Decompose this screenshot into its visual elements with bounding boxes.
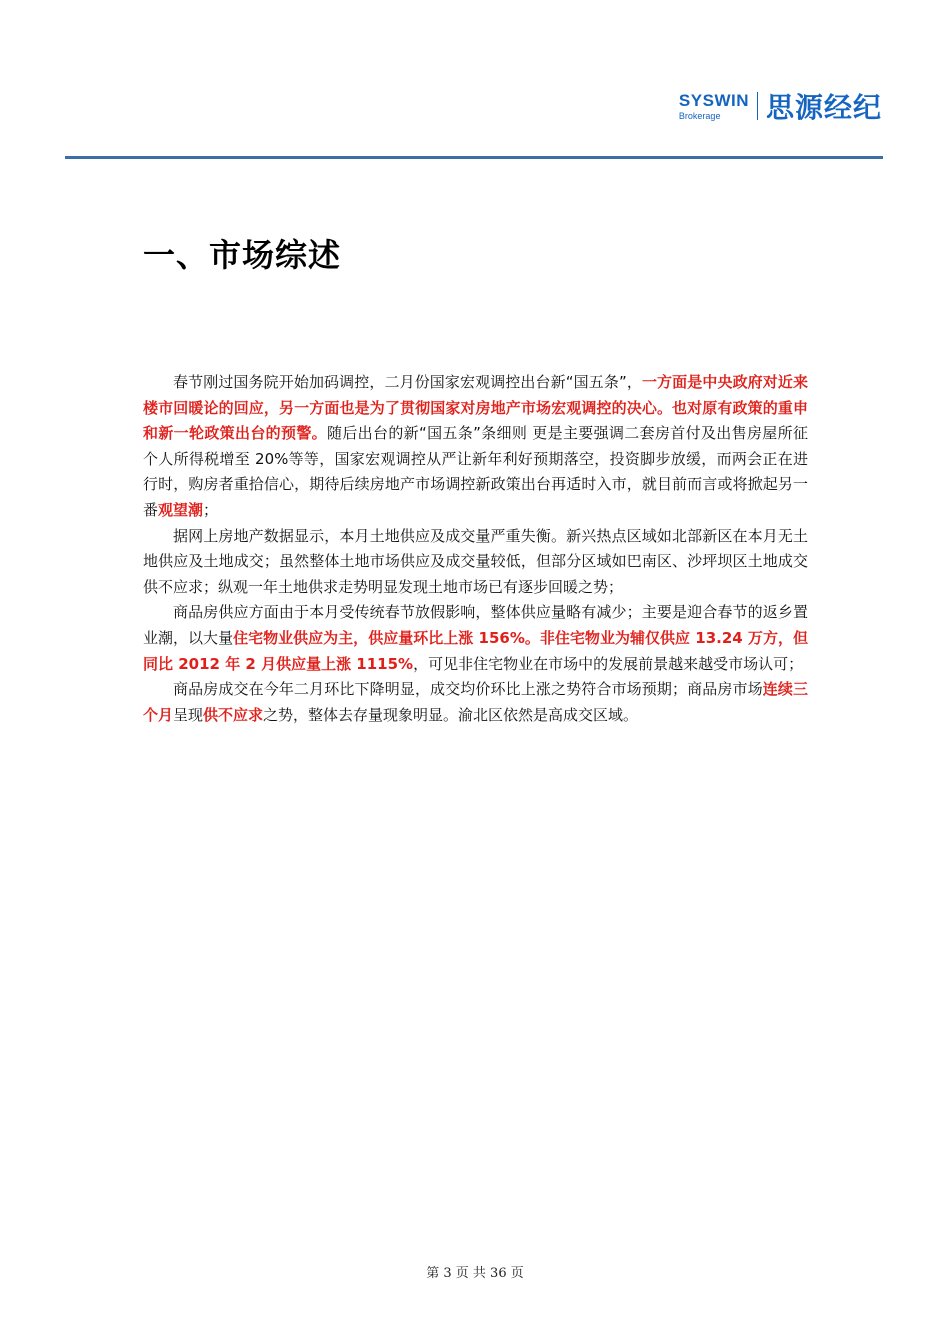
page-number: 第 3 页 共 36 页 (426, 1266, 524, 1281)
section-title: 一、市场综述 (143, 236, 342, 274)
logo-subtitle: Brokerage (678, 110, 721, 121)
paragraph-text: 据网上房地产数据显示，本月土地供应及成交量严重失衡。新兴热点区域如北部新区在本月无土地供应及土地成交；虽然整体土地市场供应及成交量较低，但部分区域如巴南区、沙坪坝区土地成交供不应求；纵观一年土地供求走势明显发现土地市场已有逐步回暖之势； (143, 526, 808, 596)
highlighted-text: 供不应求 (203, 705, 264, 724)
paragraph (143, 370, 808, 524)
logo-wordmark: SYSWIN (678, 90, 749, 110)
paragraph (143, 677, 808, 728)
paragraph (143, 600, 808, 677)
logo-divider (757, 92, 758, 120)
logo-chinese: 思源经纪 (765, 91, 882, 124)
paragraph-text: ； (203, 500, 219, 519)
brand-logo (679, 88, 882, 124)
highlighted-text: 住宅物业供应为主，供应量环比上涨 156%。非住宅物业为辅仅供应 13.24 万方，但同比 2012 年 2 月供应量上涨 1115% (143, 628, 808, 673)
logo-english (679, 92, 749, 121)
paragraph-text: 商品房供应方面由于本月受传统春节放假影响，整体供应量略有减少；主要是迎合春节的返乡置业潮，以大量 (143, 603, 808, 647)
paragraph-text: 春节刚过国务院开始加码调控，二月份国家宏观调控出台新“国五条”， (173, 373, 642, 391)
paragraph-text: 之势，整体去存量现象明显。渝北区依然是高成交区域。 (263, 705, 639, 724)
paragraph-text: ，可见非住宅物业在市场中的发展前景越来越受市场认可； (413, 654, 804, 673)
market-overview-body (143, 370, 808, 728)
highlighted-text: 观望潮 (158, 500, 204, 519)
paragraph-text: 呈现 (173, 705, 204, 724)
highlighted-text: 连续三个月 (143, 680, 808, 724)
header-rule (65, 156, 883, 159)
paragraph-text: 商品房成交在今年二月环比下降明显，成交均价环比上涨之势符合市场预期；商品房市场 (173, 680, 763, 699)
paragraph-text: 随后出台的新“国五条”条细则 更是主要强调二套房首付及出售房屋所征个人所得税增至 20%等等，国家宏观调控从严让新年利好预期落空，投资脚步放缓，而两会正在进行时，购房者重拾信心，期待后续房地产市场调控新政策出台再适时入市，就目前而言或将掀起另一番 (143, 424, 808, 519)
highlighted-text: 一方面是中央政府对近来楼市回暖论的回应，另一方面也是为了贯彻国家对房地产市场宏观调控的决心。也对原有政策的重申和新一轮政策出台的预警。 (143, 373, 808, 443)
paragraph (143, 524, 808, 601)
